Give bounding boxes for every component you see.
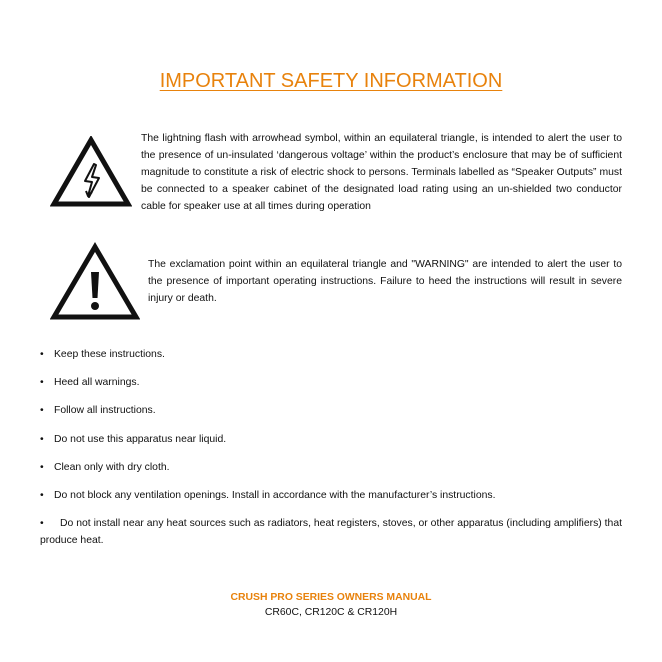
page-title: IMPORTANT SAFETY INFORMATION	[159, 70, 503, 92]
safety-instructions-list	[40, 346, 622, 560]
manual-title: CRUSH PRO SERIES OWNERS MANUAL	[230, 592, 432, 603]
lightning-warning-icon	[50, 136, 132, 208]
bullet: •	[40, 518, 44, 530]
model-numbers: CR60C, CR120C & CR120H	[264, 607, 398, 618]
list-item: • Follow all instructions.	[40, 402, 622, 419]
bullet: •	[40, 349, 44, 360]
warning-description: The exclamation point within an equilateral triangle and "WARNING" are intended to alert the user to the presence of important operating instructions. Failure to heed the instructions will result in severe injury or death.	[148, 259, 622, 304]
bullet: •	[40, 489, 44, 501]
bullet: •	[40, 377, 44, 389]
list-item: • Do not install near any heat sources such as radiators, heat registers, stoves, or other apparatus (including amplifiers) that produce heat.	[40, 515, 622, 549]
list-item: • Heed all warnings.	[40, 374, 622, 391]
bullet: •	[40, 405, 44, 417]
bullet: •	[40, 433, 44, 445]
list-item: • Clean only with dry cloth.	[40, 459, 622, 476]
exclamation-warning-icon	[50, 242, 140, 322]
bullet: •	[40, 461, 44, 473]
lightning-description: The lightning flash with arrowhead symbol, within an equilateral triangle, is intended to alert the user to the presence of un-insulated ‘dangerous voltage’ within the product’s enclosure that may be of sufficient magnitude to constitute a risk of electric shock to persons. Terminals labelled as “Speaker Outputs” must be connected to a speaker cabinet of the designated load rating using an un-shielded two conductor cable for speaker use at all times during operation	[141, 133, 622, 212]
list-item: • Do not block any ventilation openings. Install in accordance with the manufacturer’s instructions.	[40, 487, 622, 504]
list-item: • Do not use this apparatus near liquid.	[40, 431, 622, 448]
list-item: • Keep these instructions.	[40, 346, 622, 363]
